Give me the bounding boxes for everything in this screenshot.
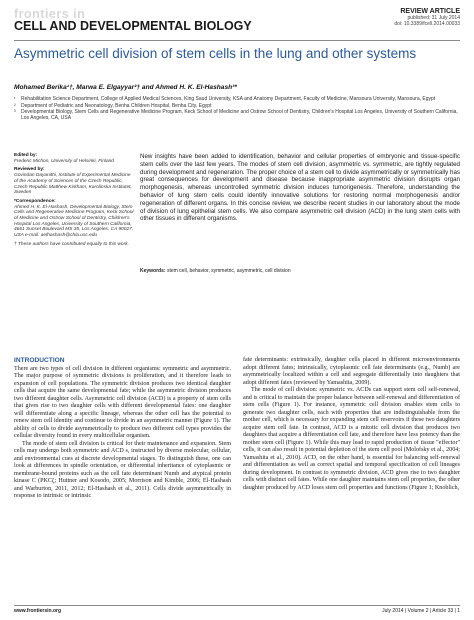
affiliation-item: ² Department of Pediatric and Neonatology, Benha Children Hospital, Benha City, Egypt (14, 102, 212, 109)
equal-contribution-note: † These authors have contributed equally to this work. (14, 241, 129, 247)
body-paragraph: fate determinants: extrinsically, daughter cells placed in different microenvironments adopt different fates; intrinsically, cytoplasmic cell fate determinants (e.g., Numb) are asymmetrically localized within a cell and segregate differentially into daughters that adopt different fates (reviewed by Yamashita, 2009). (243, 357, 460, 386)
editorial-sidebar (14, 153, 134, 251)
keywords-label: Keywords: (140, 268, 166, 274)
page-header (14, 8, 460, 38)
body-paragraph: There are two types of cell division in different organisms: symmetric and asymmetric. The major purpose of symmetric divisions is proliferation, and it therefore leads to expansion of cell populations. The symmetric division produces two identical daughter cells that acquire the same developmental fate; while the asymmetric division produces two different daughter cells. Asymmetric cell division (ACD) is a property of stem cells that gives rise to two daughter cells with different developmental fates: one daughter will differentiate along a specific lineage, whereas the other cell has the potential to renew stem cell identity and continue to divide in an asymmetric manner (Figure 1). The ability of cells to divide asymmetrically to produce two different cell types provides the cellular diversity found in every multicellular organism. (14, 365, 231, 439)
footer-url[interactable]: www.frontiersin.org (14, 608, 62, 614)
doi[interactable]: doi: 10.3389/fcell.2014.00033 (394, 21, 460, 28)
section-heading-introduction: INTRODUCTION (14, 357, 65, 364)
edited-by: Edited by: Frederic Michon, University of Helsinki, Finland (14, 153, 114, 164)
header-divider (14, 40, 460, 41)
abstract: New insights have been added to identification, behavior and cellular properties of embryonic and tissue-specific stem cells over the last few years. The modes of stem cell division, asymmetric vs. symmetric, are tightly regulated during development and regeneration. The proper choice of a stem cell to divide asymmetrically or symmetrically has great consequences for development and disease because inappropriate asymmetric division disrupts organ morphogenesis, whereas uncontrolled symmetric division induces tumorigenesis. Therefore, understanding the behavior of lung stem cells could identify innovative solutions for restoring normal morphogenesis and/or regeneration of different organs. In this concise review, we describe recent studies in our laboratory about the mode of division of lung epithelial stem cells. We also compare asymmetric cell division (ACD) in the lung stem cells with other tissues in different organisms. (140, 153, 460, 223)
body-paragraph: The mode of cell division: symmetric vs. ACDs can support stem cell self-renewal, and is critical to maintain the proper balance between self-renewal and differentiation of stem cells (Figure 1). For instance, symmetric cell division enables stem cells to generate two daughter cells, each with properties that are indistinguishable from the mother cell, which is necessary for expanding stem cell reservoirs if these two daughters acquire stem cell fate. In contrast, ACD is a mitotic cell division that produces two daughters that acquire a differentiation cell fate, and therefore have less potency than the mother stem cell (Figure 1). While this may lead to rapid production of tissue "effector" cells, it can also result in potential depletion of the stem cell pool (Molofsky et al., 2004; Yamashita et al., 2010). ACD, on the other hand, is essential for balancing self-renewal and differentiation as well as correct spatial and temporal specification of cell lineages during development. In contrast to symmetric division, ACD gives rise to two daughter cells with distinct cell fates. While one daughter maintains stem cell properties, the other daughter produced by ACD loses stem cell properties and functions (Figure 1; Knoblich, (243, 387, 460, 491)
footer-divider (14, 605, 460, 606)
reviewed-by: Reviewed by: Govindan Dayanithi, Institute of Experimental Medicine of the Academy of Sciences of the Czech Republic, Czech Republic Matthew Kirkham, Karolinska Institutet, Sweden (14, 167, 132, 196)
affiliations (14, 97, 460, 123)
journal-top-label: frontiers in (14, 7, 86, 21)
affiliation-item: ³ Developmental Biology, Stem Cells and Regenerative Medicine Program, Keck School of Medicine and Ostrow School of Dentistry, Children's Hospital Los Angeles, University of Southern California, Los Angeles, CA, USA (14, 109, 458, 122)
footer-info: July 2014 | Volume 2 | Article 33 | 1 (382, 608, 460, 614)
article-type: REVIEW ARTICLE (400, 8, 460, 15)
article-meta (394, 8, 460, 28)
journal-name: CELL AND DEVELOPMENTAL BIOLOGY (14, 19, 252, 33)
affiliation-item: ¹ Rehabilitation Science Department, College of Applied Medical Sciences, King Saud University, KSA and Anatomy Department, Faculty of Medicine, Mansoura University, Mansoura, Egypt (14, 96, 436, 102)
body-column-left (14, 357, 231, 501)
body-column-right (243, 357, 460, 492)
published-date: published: 31 July 2014 (407, 15, 460, 21)
keywords (140, 268, 460, 274)
author-list: Mohamed Berika¹†, Marwa E. Elgayyar²† and Ahmed H. K. El-Hashash³* (14, 84, 237, 91)
body-paragraph: The mode of stem cell division is critical for their maintenance and expansion. Stem cells may undergo both symmetric and ACD s, instructed by diverse molecular, cellular, and environmental cues at discrete developmental stages. To distinguish these, one can look at differences in spindle orientation, or differential inheritance of cytoplasmic or membrane-bound proteins such as the cell fate determinant Numb and atypical protein kinase C (PKCζ; Huttner and Kosodo, 2005; Morrison and Kimble, 2006; El-Hashash and Warburton, 2011, 2012; El-Hashash et al., 2011). Cells divide asymmetrically in response to intrinsic or intrinsic (14, 440, 231, 499)
correspondence: *Correspondence: Ahmed H. K. El-Hashash, Developmental Biology, Stem Cells and Regenerative Medicine Program, Keck School of Medicine and Ostrow School of Dentistry, Children's Hospital Los Angeles, University of Southern California, 4661 Sunset Boulevard MS 35, Los Angeles, CA 90027, USA e-mail: aelhashash@chla.usc.edu (14, 198, 134, 239)
keywords-list: stem cell, behavior, symmetric, asymmetric, cell division (166, 268, 291, 274)
article-title: Asymmetric cell division of stem cells in the lung and other systems (14, 46, 417, 61)
